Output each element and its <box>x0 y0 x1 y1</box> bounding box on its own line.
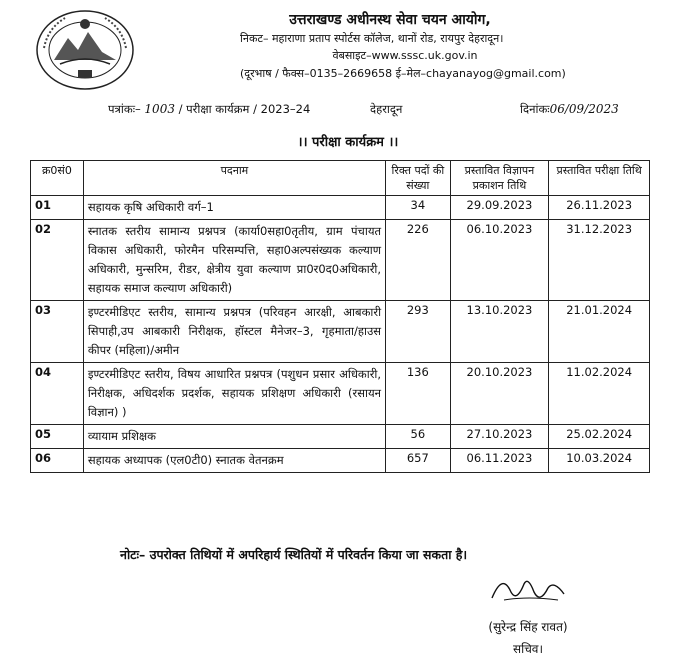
row-post-name: सहायक कृषि अधिकारी वर्ग–1 <box>83 196 385 220</box>
row-post-name: इण्टरमीडिएट स्तरीय, विषय आधारित प्रश्नपत्र (पशुधन प्रसार अधिकारी, निरीक्षक, अधिदर्शक प्रदर्शक, सहायक प्रशिक्षण अधिकारी (रसायन विज्ञान) ) <box>83 363 385 425</box>
signatory-name: (सुरेन्द्र सिंह रावत) <box>488 620 568 634</box>
exam-schedule-table <box>30 160 650 473</box>
organization-contact: (दूरभाष / फैक्स–0135–2669658 ई–मेल–chayanayog@gmail.com) <box>240 67 566 80</box>
row-exam-date: 21.01.2024 <box>549 301 650 363</box>
row-exam-date: 26.11.2023 <box>549 196 650 220</box>
row-vacancies: 56 <box>386 425 451 449</box>
table-header-row <box>31 161 650 196</box>
document-title: ।। परीक्षा कार्यक्रम ।। <box>297 135 399 150</box>
table-row <box>31 301 650 363</box>
organization-address: निकट– महाराणा प्रताप स्पोर्टस कॉलेज, थानों रोड, रायपुर देहरादून। <box>240 32 504 45</box>
row-advertisement-date: 20.10.2023 <box>450 363 549 425</box>
row-vacancies: 657 <box>386 449 451 473</box>
row-exam-date: 31.12.2023 <box>549 220 650 301</box>
row-vacancies: 136 <box>386 363 451 425</box>
row-serial-number: 02 <box>31 220 84 301</box>
signatory-designation: सचिव। <box>512 642 544 656</box>
row-vacancies: 34 <box>386 196 451 220</box>
organization-header <box>240 10 600 81</box>
table-row <box>31 449 650 473</box>
row-post-name: व्यायाम प्रशिक्षक <box>83 425 385 449</box>
row-serial-number: 06 <box>31 449 84 473</box>
date-value: 06/09/2023 <box>549 102 619 116</box>
row-post-name: इण्टरमीडिएट स्तरीय, सामान्य प्रश्नपत्र (परिवहन आरक्षी, आबकारी सिपाही,उप आबकारी निरीक्षक, हॉस्टल मैनेजर–3, गृहमाता/हाउस कीपर (महिला)/अमीन <box>83 301 385 363</box>
organization-name: उत्तराखण्ड अधीनस्थ सेवा चयन आयोग, <box>289 12 491 28</box>
letter-number-prefix: पत्रांकः– <box>108 102 141 116</box>
row-serial-number: 01 <box>31 196 84 220</box>
row-post-name: स्नातक स्तरीय सामान्य प्रश्नपत्र (कार्या0सहा0तृतीय, ग्राम पंचायत विकास अधिकारी, फोरमैन परिसम्पत्ति, सहा0अल्पसंख्यक कल्याण अधिकारी, मुन्सरिम, रीडर, क्षेत्रीय युवा कल्याण प्रा0र0द0अधिकारी, सहायक समाज कल्याण अधिकारी) <box>83 220 385 301</box>
header-advertisement-date: प्रस्तावित विज्ञापन प्रकाशन तिथि <box>450 161 549 196</box>
row-advertisement-date: 06.10.2023 <box>450 220 549 301</box>
row-post-name: सहायक अध्यापक (एल0टी0) स्नातक वेतनक्रम <box>83 449 385 473</box>
table-row <box>31 196 650 220</box>
organization-website: वेबसाइट–www.sssc.uk.gov.in <box>332 49 478 62</box>
table-row <box>31 220 650 301</box>
row-serial-number: 05 <box>31 425 84 449</box>
row-serial-number: 04 <box>31 363 84 425</box>
handwritten-signature <box>488 570 568 610</box>
table-row <box>31 363 650 425</box>
row-exam-date: 11.02.2024 <box>549 363 650 425</box>
row-vacancies: 226 <box>386 220 451 301</box>
header-serial-number: क्र0सं0 <box>31 161 84 196</box>
header-post-name: पदनाम <box>83 161 385 196</box>
place: देहरादून <box>370 102 403 116</box>
letter-number <box>108 102 310 117</box>
commission-emblem-logo <box>30 8 140 92</box>
row-advertisement-date: 27.10.2023 <box>450 425 549 449</box>
date-prefix: दिनांकः <box>520 102 550 116</box>
letter-number-suffix: / परीक्षा कार्यक्रम / 2023–24 <box>178 102 311 116</box>
header-exam-date: प्रस्तावित परीक्षा तिथि <box>549 161 650 196</box>
row-serial-number: 03 <box>31 301 84 363</box>
row-advertisement-date: 13.10.2023 <box>450 301 549 363</box>
row-exam-date: 25.02.2024 <box>549 425 650 449</box>
note-text: नोटः– उपरोक्त तिथियों में अपरिहार्य स्थितियों में परिवर्तन किया जा सकता है। <box>120 547 468 562</box>
row-exam-date: 10.03.2024 <box>549 449 650 473</box>
letter-number-value: 1003 <box>144 102 175 116</box>
table-row <box>31 425 650 449</box>
row-vacancies: 293 <box>386 301 451 363</box>
row-advertisement-date: 06.11.2023 <box>450 449 549 473</box>
letter-date <box>520 102 619 117</box>
row-advertisement-date: 29.09.2023 <box>450 196 549 220</box>
header-vacancies: रिक्त पदों की संख्या <box>386 161 451 196</box>
